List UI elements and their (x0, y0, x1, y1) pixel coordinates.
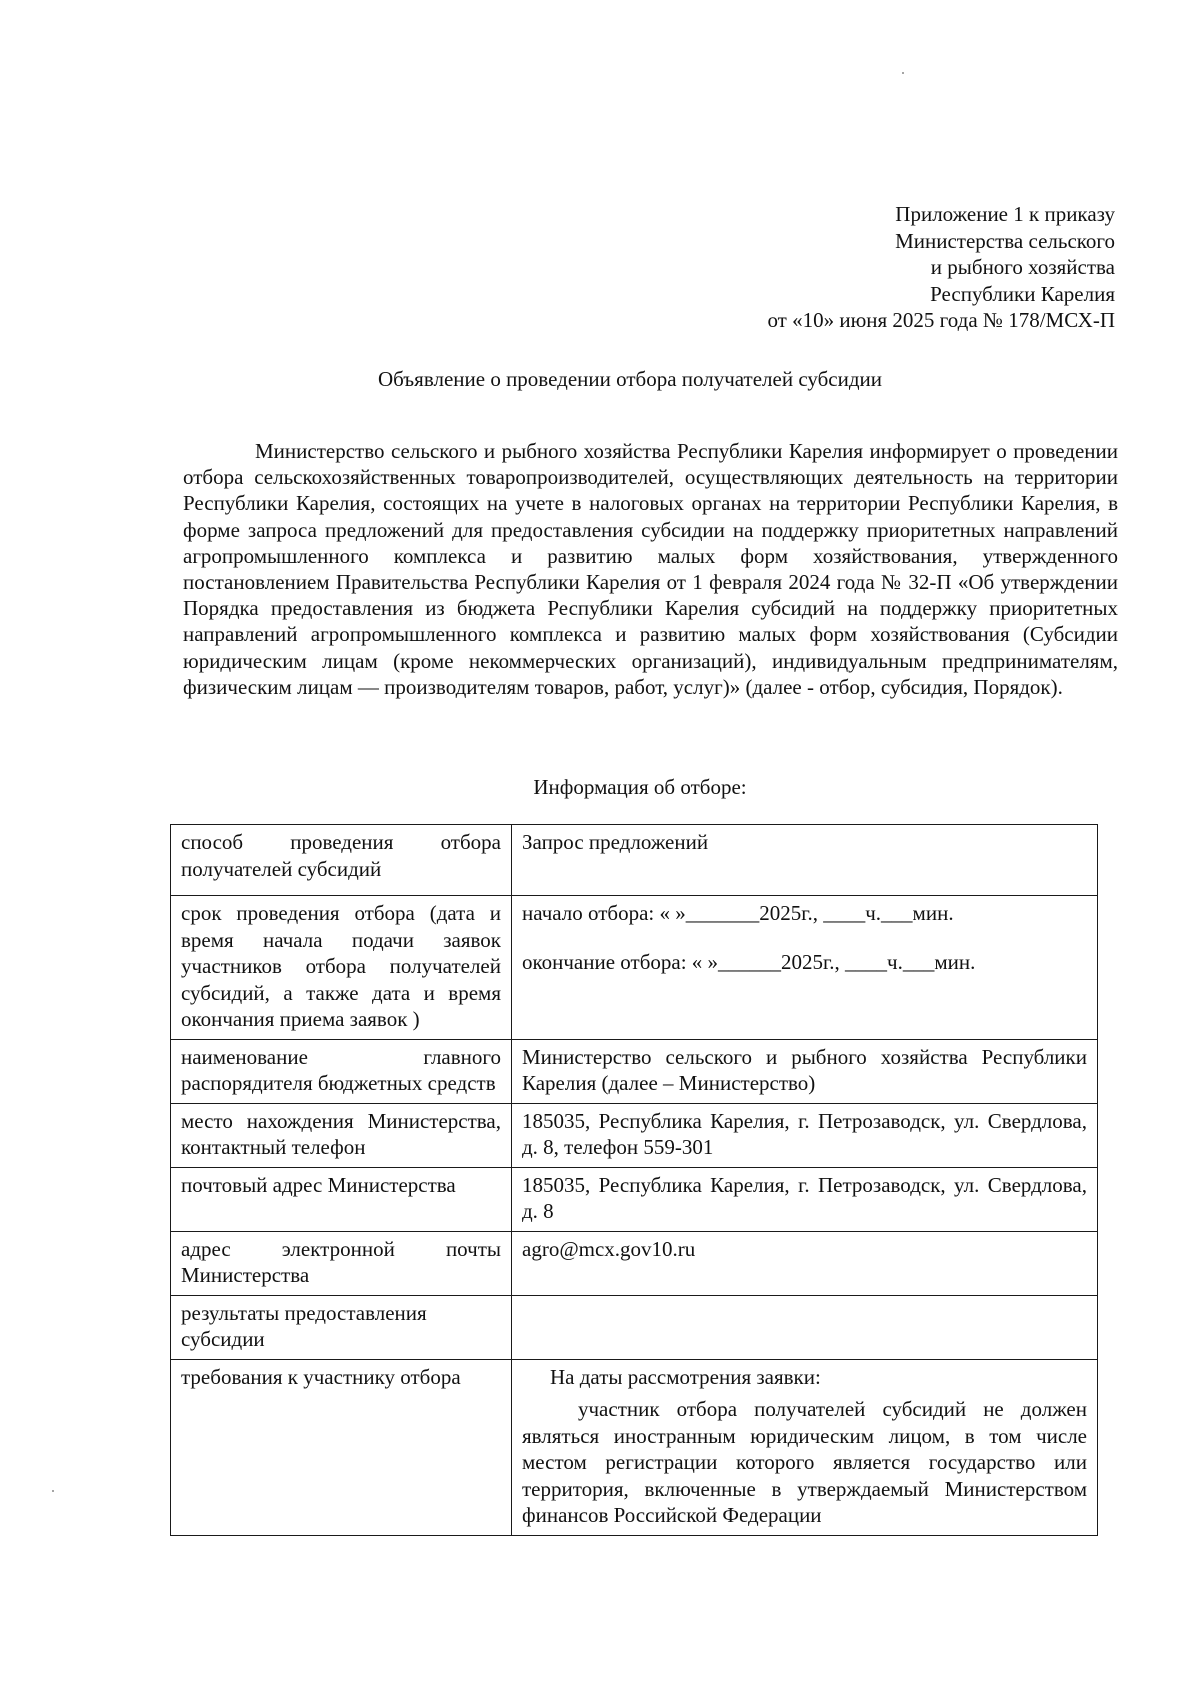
table-row (171, 1295, 1098, 1359)
row-label: наименование главного распорядителя бюджетных средств (171, 1039, 512, 1103)
selection-info-table (170, 824, 1098, 1536)
appendix-line: от «10» июня 2025 года № 178/МСХ-П (767, 308, 1115, 332)
row-value: Министерство сельского и рыбного хозяйства Республики Карелия (далее – Министерство) (512, 1039, 1098, 1103)
row-value (512, 1359, 1098, 1535)
requirement-intro: На даты рассмотрения заявки: (550, 1364, 821, 1389)
row-value: 185035, Республика Карелия, г. Петрозаводск, ул. Свердлова, д. 8, телефон 559-301 (512, 1103, 1098, 1167)
scan-speck (52, 1490, 54, 1492)
row-label: срок проведения отбора (дата и время начала подачи заявок участников отбора получателей субсидий, а также дата и время окончания приема заявок ) (171, 896, 512, 1040)
table-row (171, 1359, 1098, 1535)
requirement-text: участник отбора получателей субсидий не должен являться иностранным юридическим лицом, в том числе местом регистрации которого является государство или территория, включенные в утверждаемый Министерством финансов Российской Федерации (522, 1397, 1087, 1527)
appendix-line: Приложение 1 к приказу (895, 202, 1115, 226)
table-row (171, 1231, 1098, 1295)
table-row (171, 825, 1098, 896)
appendix-header (767, 201, 1115, 334)
selection-start: начало отбора: « »_______2025г., ____ч.___мин. (522, 901, 954, 925)
row-value: Запрос предложений (512, 825, 1098, 896)
table-row (171, 1103, 1098, 1167)
spacer (522, 927, 1087, 949)
selection-end: окончание отбора: « »______2025г., ____ч.___мин. (522, 949, 976, 974)
row-label: способ проведения отбора получателей субсидий (171, 825, 512, 896)
table-row (171, 1167, 1098, 1231)
appendix-line: и рыбного хозяйства (930, 255, 1115, 279)
row-label: место нахождения Министерства, контактный телефон (171, 1103, 512, 1167)
row-value: agro@mcx.gov10.ru (512, 1231, 1098, 1295)
row-value (512, 1295, 1098, 1359)
row-label: адрес электронной почты Министерства (171, 1231, 512, 1295)
document-title: Объявление о проведении отбора получателей субсидии (377, 367, 883, 391)
row-value (512, 896, 1098, 1040)
announcement-body: Министерство сельского и рыбного хозяйства Республики Карелия информирует о проведении отбора сельскохозяйственных товаропроизводителей, осуществляющих деятельность на территории Республики Карелия, состоящих на учете в налоговых органах на территории Республики Карелия, в форме запроса предложений для предоставления субсидии на поддержку приоритетных направлений агропромышленного комплекса и развитию малых форм хозяйствования, утвержденного постановлением Правительства Республики Карелия от 1 февраля 2024 года № 32-П «Об утверждении Порядка предоставления из бюджета Республики Карелия субсидий на поддержку приоритетных направлений агропромышленного комплекса и развитию малых форм хозяйствования (Субсидии юридическим лицам (кроме некоммерческих организаций), индивидуальным предпринимателям, физическим лицам — производителям товаров, работ, услуг)» (далее - отбор, субсидия, Порядок). (183, 439, 1118, 699)
row-label: требования к участнику отбора (171, 1359, 512, 1535)
info-heading: Информация об отборе: (533, 775, 747, 799)
scan-speck (902, 72, 904, 74)
table-row (171, 1039, 1098, 1103)
row-label: результаты предоставления субсидии (171, 1295, 512, 1359)
row-label: почтовый адрес Министерства (171, 1167, 512, 1231)
table-row (171, 896, 1098, 1040)
row-value: 185035, Республика Карелия, г. Петрозаводск, ул. Свердлова, д. 8 (512, 1167, 1098, 1231)
appendix-line: Министерства сельского (895, 228, 1115, 253)
appendix-line: Республики Карелия (930, 281, 1115, 306)
